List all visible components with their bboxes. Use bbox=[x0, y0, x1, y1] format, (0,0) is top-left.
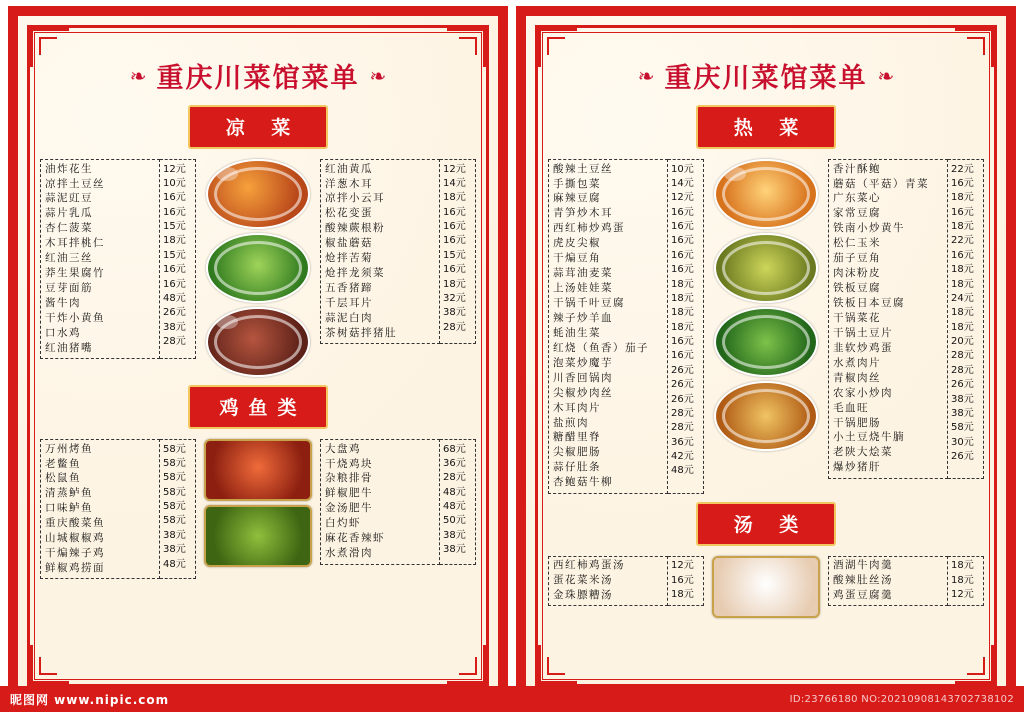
price-value: 68元 bbox=[443, 443, 466, 455]
list-item: 泡菜炒魔芋 bbox=[553, 356, 613, 369]
section-banner-hot: 热 菜 bbox=[696, 105, 836, 149]
price-value: 16元 bbox=[671, 336, 694, 348]
list-item: 木耳肉片 bbox=[553, 401, 601, 414]
sweet-sour-dish-photo bbox=[206, 159, 310, 229]
list-item: 松鼠鱼 bbox=[45, 472, 81, 485]
site-watermark: 昵图网 www.nipic.com bbox=[10, 692, 170, 707]
price-value: 12元 bbox=[951, 588, 974, 600]
list-item: 酒湖牛肉羹 bbox=[833, 559, 893, 572]
price-value: 16元 bbox=[671, 574, 694, 586]
price-value: 16元 bbox=[163, 278, 186, 290]
stir-fry-greens-photo bbox=[714, 233, 818, 303]
list-item: 万州烤鱼 bbox=[45, 442, 93, 455]
list-item: 水煮滑肉 bbox=[325, 547, 373, 560]
sweet-sour-pork-photo bbox=[714, 159, 818, 229]
list-item: 豆芽面筋 bbox=[45, 282, 93, 295]
price-value: 28元 bbox=[443, 321, 466, 333]
list-item: 糖醋里脊 bbox=[553, 431, 601, 444]
list-item: 广东菜心 bbox=[833, 192, 881, 205]
price-value: 26元 bbox=[671, 364, 694, 376]
price-value: 26元 bbox=[163, 307, 186, 319]
price-value: 16元 bbox=[671, 235, 694, 247]
price-value: 38元 bbox=[163, 544, 186, 556]
list-item: 木耳拌桃仁 bbox=[45, 237, 105, 250]
soup-right-column bbox=[828, 556, 984, 618]
price-value: 36元 bbox=[671, 436, 694, 448]
price-value: 48元 bbox=[443, 501, 466, 513]
price-value: 18元 bbox=[951, 264, 974, 276]
list-item: 干锅土豆片 bbox=[833, 326, 893, 339]
list-item: 尖椒肥肠 bbox=[553, 446, 601, 459]
price-value: 22元 bbox=[951, 235, 974, 247]
list-item: 铁南小炒黄牛 bbox=[833, 222, 905, 235]
page-left-content bbox=[18, 16, 498, 696]
flourish-left-icon: ❧ bbox=[637, 63, 655, 88]
list-item: 椒盐蘑菇 bbox=[325, 237, 373, 250]
soup-left-column bbox=[548, 556, 704, 618]
list-item: 红油猪嘴 bbox=[45, 341, 93, 354]
price-value: 12元 bbox=[671, 560, 694, 572]
price-value: 26元 bbox=[951, 379, 974, 391]
price-value: 28元 bbox=[951, 364, 974, 376]
list-item: 口水鸡 bbox=[45, 326, 81, 339]
list-item: 酸辣土豆丝 bbox=[553, 162, 613, 175]
list-item: 干炸小黄鱼 bbox=[45, 311, 105, 324]
price-value: 38元 bbox=[443, 544, 466, 556]
price-value: 38元 bbox=[951, 407, 974, 419]
spicy-beans-photo bbox=[714, 381, 818, 451]
hot-dishes-columns bbox=[548, 159, 984, 494]
page-right-inner bbox=[524, 14, 1008, 698]
list-item: 西红柿炒鸡蛋 bbox=[553, 222, 625, 235]
price-value: 58元 bbox=[163, 515, 186, 527]
list-item: 蘑菇（平菇）青菜 bbox=[833, 177, 929, 190]
price-value: 16元 bbox=[671, 221, 694, 233]
price-value: 18元 bbox=[443, 192, 466, 204]
menu-page-right bbox=[516, 6, 1016, 706]
soup-right-prices bbox=[948, 556, 984, 607]
list-item: 韭软炒鸡蛋 bbox=[833, 341, 893, 354]
price-value: 22元 bbox=[951, 163, 974, 175]
price-value: 58元 bbox=[163, 472, 186, 484]
list-item: 肉沫粉皮 bbox=[833, 267, 881, 280]
list-item: 家常豆腐 bbox=[833, 207, 881, 220]
price-value: 24元 bbox=[951, 292, 974, 304]
price-value: 12元 bbox=[163, 163, 186, 175]
list-item: 铁板日本豆腐 bbox=[833, 297, 905, 310]
price-value: 18元 bbox=[951, 278, 974, 290]
list-item: 白灼虾 bbox=[325, 517, 361, 530]
list-item: 茄子豆角 bbox=[833, 252, 881, 265]
cold-dishes-photos bbox=[204, 159, 312, 377]
chicken-fish-right-column bbox=[320, 439, 476, 579]
price-value: 18元 bbox=[443, 278, 466, 290]
list-item: 干煸辣子鸡 bbox=[45, 547, 105, 560]
list-item: 松仁玉米 bbox=[833, 237, 881, 250]
spicy-chicken-photo bbox=[204, 505, 312, 567]
price-value: 42元 bbox=[671, 451, 694, 463]
list-item: 清蒸鲈鱼 bbox=[45, 487, 93, 500]
list-item: 炝拌龙须菜 bbox=[325, 267, 385, 280]
price-value: 38元 bbox=[951, 393, 974, 405]
list-item: 香汁酥鲍 bbox=[833, 162, 881, 175]
list-item: 干锅菜花 bbox=[833, 311, 881, 324]
price-value: 30元 bbox=[951, 436, 974, 448]
price-value: 18元 bbox=[671, 321, 694, 333]
list-item: 老陕大烩菜 bbox=[833, 446, 893, 459]
list-item: 西红柿鸡蛋汤 bbox=[553, 559, 625, 572]
list-item: 尖椒炒肉丝 bbox=[553, 386, 613, 399]
soup-right-names bbox=[828, 556, 948, 607]
list-item: 杏鲍菇牛柳 bbox=[553, 476, 613, 489]
footer-left bbox=[10, 691, 169, 708]
price-value: 28元 bbox=[671, 407, 694, 419]
price-value: 16元 bbox=[951, 206, 974, 218]
list-item: 酸辣蕨根粉 bbox=[325, 222, 385, 235]
list-item: 蚝油生菜 bbox=[553, 326, 601, 339]
list-item: 蒜片乳瓜 bbox=[45, 207, 93, 220]
beef-slices-photo bbox=[206, 307, 310, 377]
list-item: 重庆酸菜鱼 bbox=[45, 517, 105, 530]
list-item: 蒜茸油麦菜 bbox=[553, 267, 613, 280]
cold-right-column bbox=[320, 159, 476, 377]
price-value: 48元 bbox=[163, 558, 186, 570]
price-value: 26元 bbox=[951, 451, 974, 463]
list-item: 辣子炒羊血 bbox=[553, 311, 613, 324]
page-left-title-row bbox=[40, 56, 476, 95]
list-item: 干锅千叶豆腐 bbox=[553, 297, 625, 310]
soup-columns bbox=[548, 556, 984, 618]
list-item: 鲜椒肥牛 bbox=[325, 487, 373, 500]
list-item: 杏仁菠菜 bbox=[45, 222, 93, 235]
price-value: 18元 bbox=[671, 588, 694, 600]
price-value: 16元 bbox=[443, 206, 466, 218]
price-value: 48元 bbox=[163, 292, 186, 304]
price-value: 15元 bbox=[163, 249, 186, 261]
price-value: 16元 bbox=[443, 221, 466, 233]
hot-left-prices bbox=[668, 159, 704, 494]
price-value: 18元 bbox=[951, 307, 974, 319]
page-right-title-row bbox=[548, 56, 984, 95]
list-item: 上汤娃娃菜 bbox=[553, 282, 613, 295]
cold-dishes-columns bbox=[40, 159, 476, 377]
flourish-right-icon: ❧ bbox=[369, 63, 387, 88]
price-value: 18元 bbox=[951, 321, 974, 333]
price-value: 48元 bbox=[443, 486, 466, 498]
list-item: 川香回锅肉 bbox=[553, 371, 613, 384]
list-item: 青笋炒木耳 bbox=[553, 207, 613, 220]
price-value: 16元 bbox=[951, 177, 974, 189]
cold-right-names bbox=[320, 159, 440, 344]
page-right-content bbox=[526, 16, 1006, 696]
list-item: 杂粮排骨 bbox=[325, 472, 373, 485]
list-item: 洋葱木耳 bbox=[325, 177, 373, 190]
price-value: 12元 bbox=[671, 192, 694, 204]
price-value: 16元 bbox=[443, 235, 466, 247]
hot-right-names bbox=[828, 159, 948, 479]
price-value: 26元 bbox=[671, 379, 694, 391]
list-item: 麻花香辣虾 bbox=[325, 532, 385, 545]
list-item: 青椒肉丝 bbox=[833, 371, 881, 384]
section-banner-cold: 凉 菜 bbox=[188, 105, 328, 149]
price-value: 10元 bbox=[163, 177, 186, 189]
price-value: 16元 bbox=[671, 249, 694, 261]
price-value: 14元 bbox=[443, 177, 466, 189]
price-value: 16元 bbox=[163, 192, 186, 204]
price-value: 20元 bbox=[951, 336, 974, 348]
list-item: 盐煎肉 bbox=[553, 416, 589, 429]
chicken-fish-columns bbox=[40, 439, 476, 579]
price-value: 18元 bbox=[671, 278, 694, 290]
list-item: 莽生果腐竹 bbox=[45, 267, 105, 280]
menu-page-left bbox=[8, 6, 508, 706]
price-value: 16元 bbox=[671, 206, 694, 218]
list-item: 茶树菇拌猪肚 bbox=[325, 326, 397, 339]
list-item: 金汤肥牛 bbox=[325, 502, 373, 515]
green-salad-photo bbox=[206, 233, 310, 303]
price-value: 18元 bbox=[951, 560, 974, 572]
list-item: 红油三丝 bbox=[45, 252, 93, 265]
price-value: 58元 bbox=[163, 501, 186, 513]
list-item: 爆炒猪肝 bbox=[833, 461, 881, 474]
list-item: 鸡蛋豆腐羹 bbox=[833, 589, 893, 602]
list-item: 干锅肥肠 bbox=[833, 416, 881, 429]
cold-right-prices bbox=[440, 159, 476, 344]
list-item: 金珠膘糟汤 bbox=[553, 589, 613, 602]
green-vegetable-photo bbox=[714, 307, 818, 377]
list-item: 松花变蛋 bbox=[325, 207, 373, 220]
list-item: 老鳖鱼 bbox=[45, 457, 81, 470]
hot-left-names bbox=[548, 159, 668, 494]
list-item: 铁板豆腐 bbox=[833, 282, 881, 295]
flourish-left-icon: ❧ bbox=[129, 63, 147, 88]
price-value: 18元 bbox=[671, 307, 694, 319]
section-banner-chicken-fish: 鸡鱼类 bbox=[188, 385, 328, 429]
flourish-right-icon: ❧ bbox=[877, 63, 895, 88]
page-title: 重庆川菜馆菜单 bbox=[156, 63, 360, 94]
list-item: 虎皮尖椒 bbox=[553, 237, 601, 250]
list-item: 红烧（鱼香）茄子 bbox=[553, 341, 649, 354]
list-item: 蒜泥白肉 bbox=[325, 311, 373, 324]
list-item: 干烧鸡块 bbox=[325, 457, 373, 470]
list-item: 鲜椒鸡捞面 bbox=[45, 562, 105, 575]
hot-right-column bbox=[828, 159, 984, 494]
list-item: 手撕包菜 bbox=[553, 177, 601, 190]
cold-left-prices bbox=[160, 159, 196, 359]
list-item: 干煸豆角 bbox=[553, 252, 601, 265]
price-value: 58元 bbox=[951, 422, 974, 434]
cold-left-names bbox=[40, 159, 160, 359]
price-value: 58元 bbox=[163, 443, 186, 455]
price-value: 28元 bbox=[163, 336, 186, 348]
soup-left-prices bbox=[668, 556, 704, 607]
hot-left-column bbox=[548, 159, 704, 494]
list-item: 口味鲈鱼 bbox=[45, 502, 93, 515]
price-value: 38元 bbox=[163, 321, 186, 333]
price-value: 18元 bbox=[951, 192, 974, 204]
section-banner-soup: 汤 类 bbox=[696, 502, 836, 546]
cold-left-column bbox=[40, 159, 196, 377]
soup-photos bbox=[712, 556, 820, 618]
price-value: 18元 bbox=[163, 235, 186, 247]
list-item: 大盘鸡 bbox=[325, 442, 361, 455]
price-value: 26元 bbox=[671, 393, 694, 405]
list-item: 蒜泥豇豆 bbox=[45, 192, 93, 205]
price-value: 16元 bbox=[163, 206, 186, 218]
list-item: 酱牛肉 bbox=[45, 297, 81, 310]
price-value: 10元 bbox=[671, 163, 694, 175]
list-item: 蒜仔肚条 bbox=[553, 461, 601, 474]
price-value: 16元 bbox=[671, 264, 694, 276]
list-item: 五香猪蹄 bbox=[325, 282, 373, 295]
list-item: 山城椒椒鸡 bbox=[45, 532, 105, 545]
price-value: 38元 bbox=[163, 529, 186, 541]
hot-dishes-photos bbox=[712, 159, 820, 494]
chicken-fish-left-names bbox=[40, 439, 160, 579]
price-value: 16元 bbox=[443, 264, 466, 276]
price-value: 18元 bbox=[951, 221, 974, 233]
soup-bowl-photo bbox=[712, 556, 820, 618]
list-item: 凉拌小云耳 bbox=[325, 192, 385, 205]
price-value: 18元 bbox=[671, 292, 694, 304]
list-item: 炝拌苦菊 bbox=[325, 252, 373, 265]
list-item: 水煮肉片 bbox=[833, 356, 881, 369]
price-value: 38元 bbox=[443, 307, 466, 319]
list-item: 小土豆烧牛腩 bbox=[833, 431, 905, 444]
chicken-fish-left-prices bbox=[160, 439, 196, 579]
price-value: 32元 bbox=[443, 292, 466, 304]
price-value: 28元 bbox=[671, 422, 694, 434]
list-item: 油炸花生 bbox=[45, 162, 93, 175]
price-value: 58元 bbox=[163, 457, 186, 469]
chicken-fish-right-prices bbox=[440, 439, 476, 565]
list-item: 毛血旺 bbox=[833, 401, 869, 414]
image-id-text: ID:23766180 NO:20210908143702738102 bbox=[789, 693, 1014, 705]
list-item: 千层耳片 bbox=[325, 297, 373, 310]
price-value: 58元 bbox=[163, 486, 186, 498]
price-value: 28元 bbox=[443, 472, 466, 484]
price-value: 16元 bbox=[163, 264, 186, 276]
price-value: 15元 bbox=[443, 249, 466, 261]
price-value: 28元 bbox=[951, 350, 974, 362]
boiled-fish-photo bbox=[204, 439, 312, 501]
hot-right-prices bbox=[948, 159, 984, 479]
price-value: 18元 bbox=[951, 574, 974, 586]
list-item: 农家小炒肉 bbox=[833, 386, 893, 399]
list-item: 麻辣豆腐 bbox=[553, 192, 601, 205]
list-item: 酸辣肚丝汤 bbox=[833, 574, 893, 587]
price-value: 38元 bbox=[443, 529, 466, 541]
list-item: 凉拌土豆丝 bbox=[45, 177, 105, 190]
price-value: 16元 bbox=[671, 350, 694, 362]
price-value: 12元 bbox=[443, 163, 466, 175]
page-title: 重庆川菜馆菜单 bbox=[664, 63, 868, 94]
chicken-fish-right-names bbox=[320, 439, 440, 565]
chicken-fish-left-column bbox=[40, 439, 196, 579]
list-item: 红油黄瓜 bbox=[325, 162, 373, 175]
price-value: 15元 bbox=[163, 221, 186, 233]
page-left-inner bbox=[16, 14, 500, 698]
price-value: 48元 bbox=[671, 465, 694, 477]
price-value: 14元 bbox=[671, 177, 694, 189]
price-value: 50元 bbox=[443, 515, 466, 527]
list-item: 蛋花菜米汤 bbox=[553, 574, 613, 587]
watermark-footer bbox=[0, 686, 1024, 712]
price-value: 16元 bbox=[951, 249, 974, 261]
price-value: 36元 bbox=[443, 457, 466, 469]
chicken-fish-photos bbox=[204, 439, 312, 579]
soup-left-names bbox=[548, 556, 668, 607]
